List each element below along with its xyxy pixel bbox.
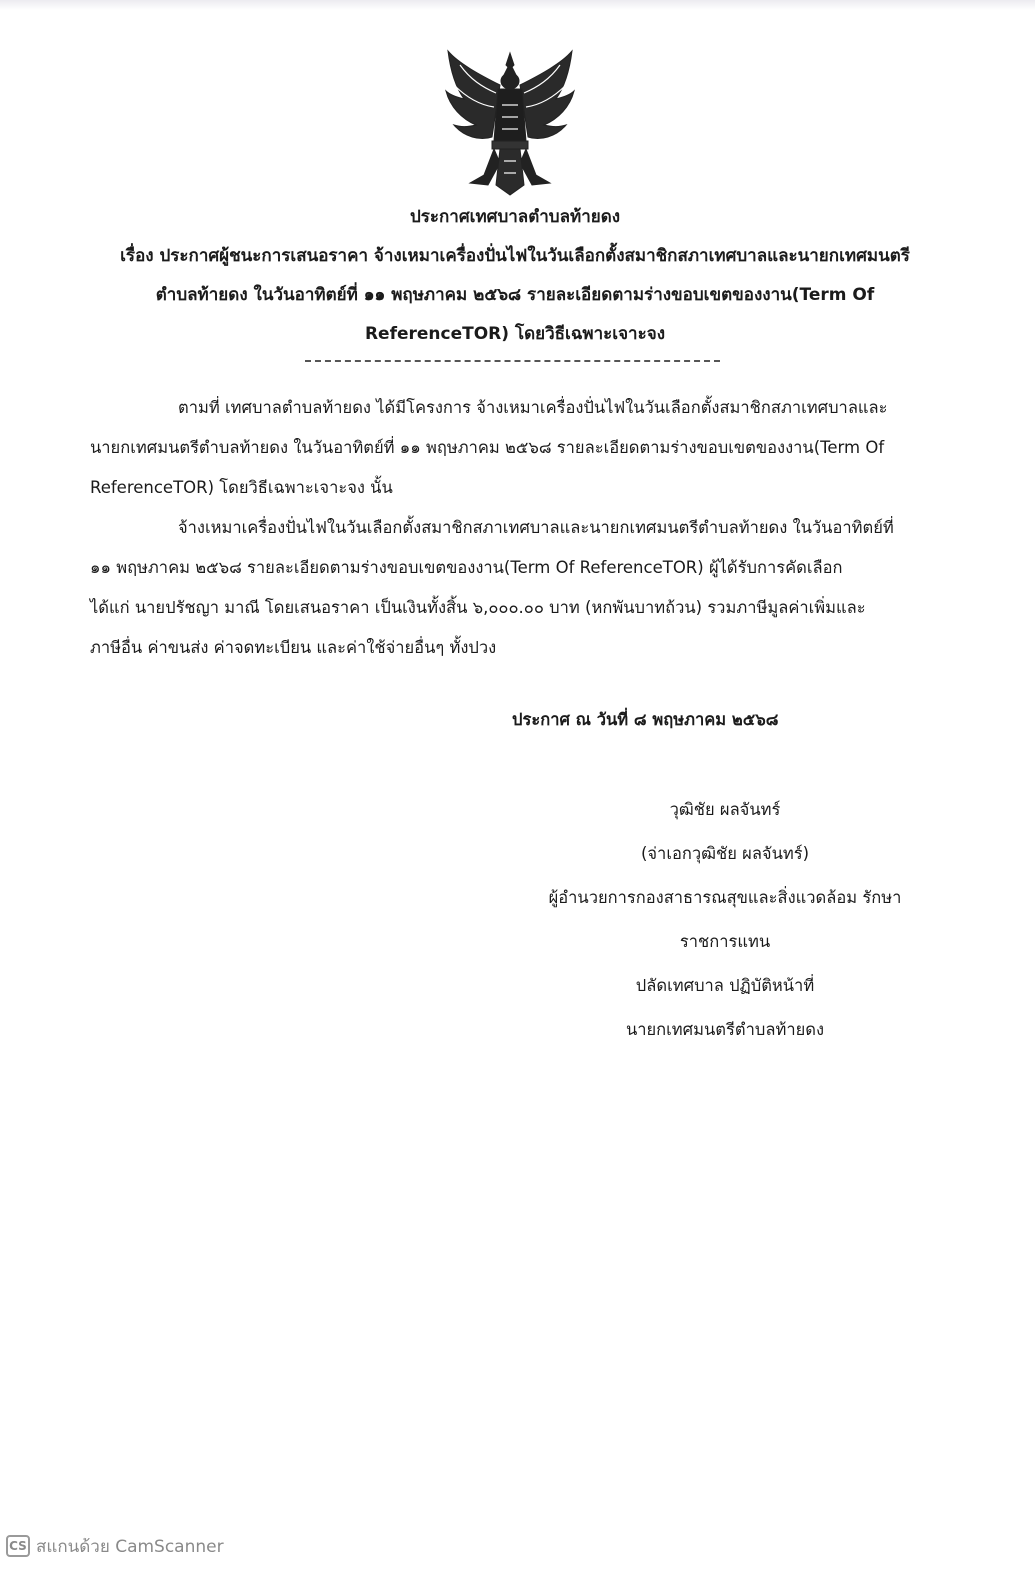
paragraph-line: ตามที่ เทศบาลตำบลท้ายดง ได้มีโครงการ จ้างเหมาเครื่องปั่นไฟในวันเลือกตั้งสมาชิกสภาเทศบาลและ [178, 398, 888, 417]
announcement-date: ประกาศ ณ วันที่ ๘ พฤษภาคม ๒๕๖๘ [512, 710, 779, 729]
announcement-header [90, 198, 940, 354]
paragraph-line: ๑๑ พฤษภาคม ๒๕๖๘ รายละเอียดตามร่างขอบเขตของงาน(Term Of ReferenceTOR) ผู้ได้รับการคัดเลือก [90, 558, 843, 577]
position-line: ปลัดเทศบาล ปฏิบัติหน้าที่ [635, 976, 815, 995]
printed-name: (จ่าเอกวุฒิชัย ผลจันทร์) [640, 844, 810, 863]
position-line: นายกเทศมนตรีตำบลท้ายดง [625, 1020, 825, 1039]
paragraph-line: นายกเทศมนตรีตำบลท้ายดง ในวันอาทิตย์ที่ ๑๑ พฤษภาคม ๒๕๖๘ รายละเอียดตามร่างขอบเขตของงาน(Term Of [90, 438, 885, 457]
body-paragraph-1 [90, 388, 930, 508]
dashed-divider [305, 360, 720, 362]
body-paragraph-2 [90, 508, 930, 668]
garuda-emblem-icon [440, 45, 580, 200]
subject-line: ReferenceTOR) โดยวิธีเฉพาะเจาะจง [364, 324, 666, 344]
watermark-text: สแกนด้วย CamScanner [36, 1536, 224, 1557]
camscanner-watermark [6, 1533, 224, 1559]
subject-line: ตำบลท้ายดง ในวันอาทิตย์ที่ ๑๑ พฤษภาคม ๒๕๖๘ รายละเอียดตามร่างขอบเขตของงาน(Term Of [155, 285, 875, 305]
signature-block [535, 788, 915, 1052]
paragraph-line: ภาษีอื่น ค่าขนส่ง ค่าจดทะเบียน และค่าใช้จ่ายอื่นๆ ทั้งปวง [90, 638, 497, 657]
subject-line: เรื่อง ประกาศผู้ชนะการเสนอราคา จ้างเหมาเครื่องปั่นไฟในวันเลือกตั้งสมาชิกสภาเทศบาลและนายกเทศมนตรี [120, 246, 910, 266]
camscanner-logo-icon: CS [6, 1535, 30, 1557]
paragraph-line: จ้างเหมาเครื่องปั่นไฟในวันเลือกตั้งสมาชิกสภาเทศบาลและนายกเทศมนตรีตำบลท้ายดง ในวันอาทิตย์ที่ [178, 518, 894, 537]
scan-edge-shadow [0, 0, 1035, 10]
signed-name: วุฒิชัย ผลจันทร์ [669, 800, 781, 819]
position-line: ผู้อำนวยการกองสาธารณสุขและสิ่งแวดล้อม รักษา [548, 888, 902, 907]
paragraph-line: ได้แก่ นายปรัชญา มาณี โดยเสนอราคา เป็นเงินทั้งสิ้น ๖,๐๐๐.๐๐ บาท (หกพันบาทถ้วน) รวมภาษีมูลค่าเพิ่มและ [90, 598, 866, 617]
announcement-title: ประกาศเทศบาลตำบลท้ายดง [409, 207, 621, 227]
paragraph-line: ReferenceTOR) โดยวิธีเฉพาะเจาะจง นั้น [90, 478, 393, 497]
position-line: ราชการแทน [679, 932, 771, 951]
